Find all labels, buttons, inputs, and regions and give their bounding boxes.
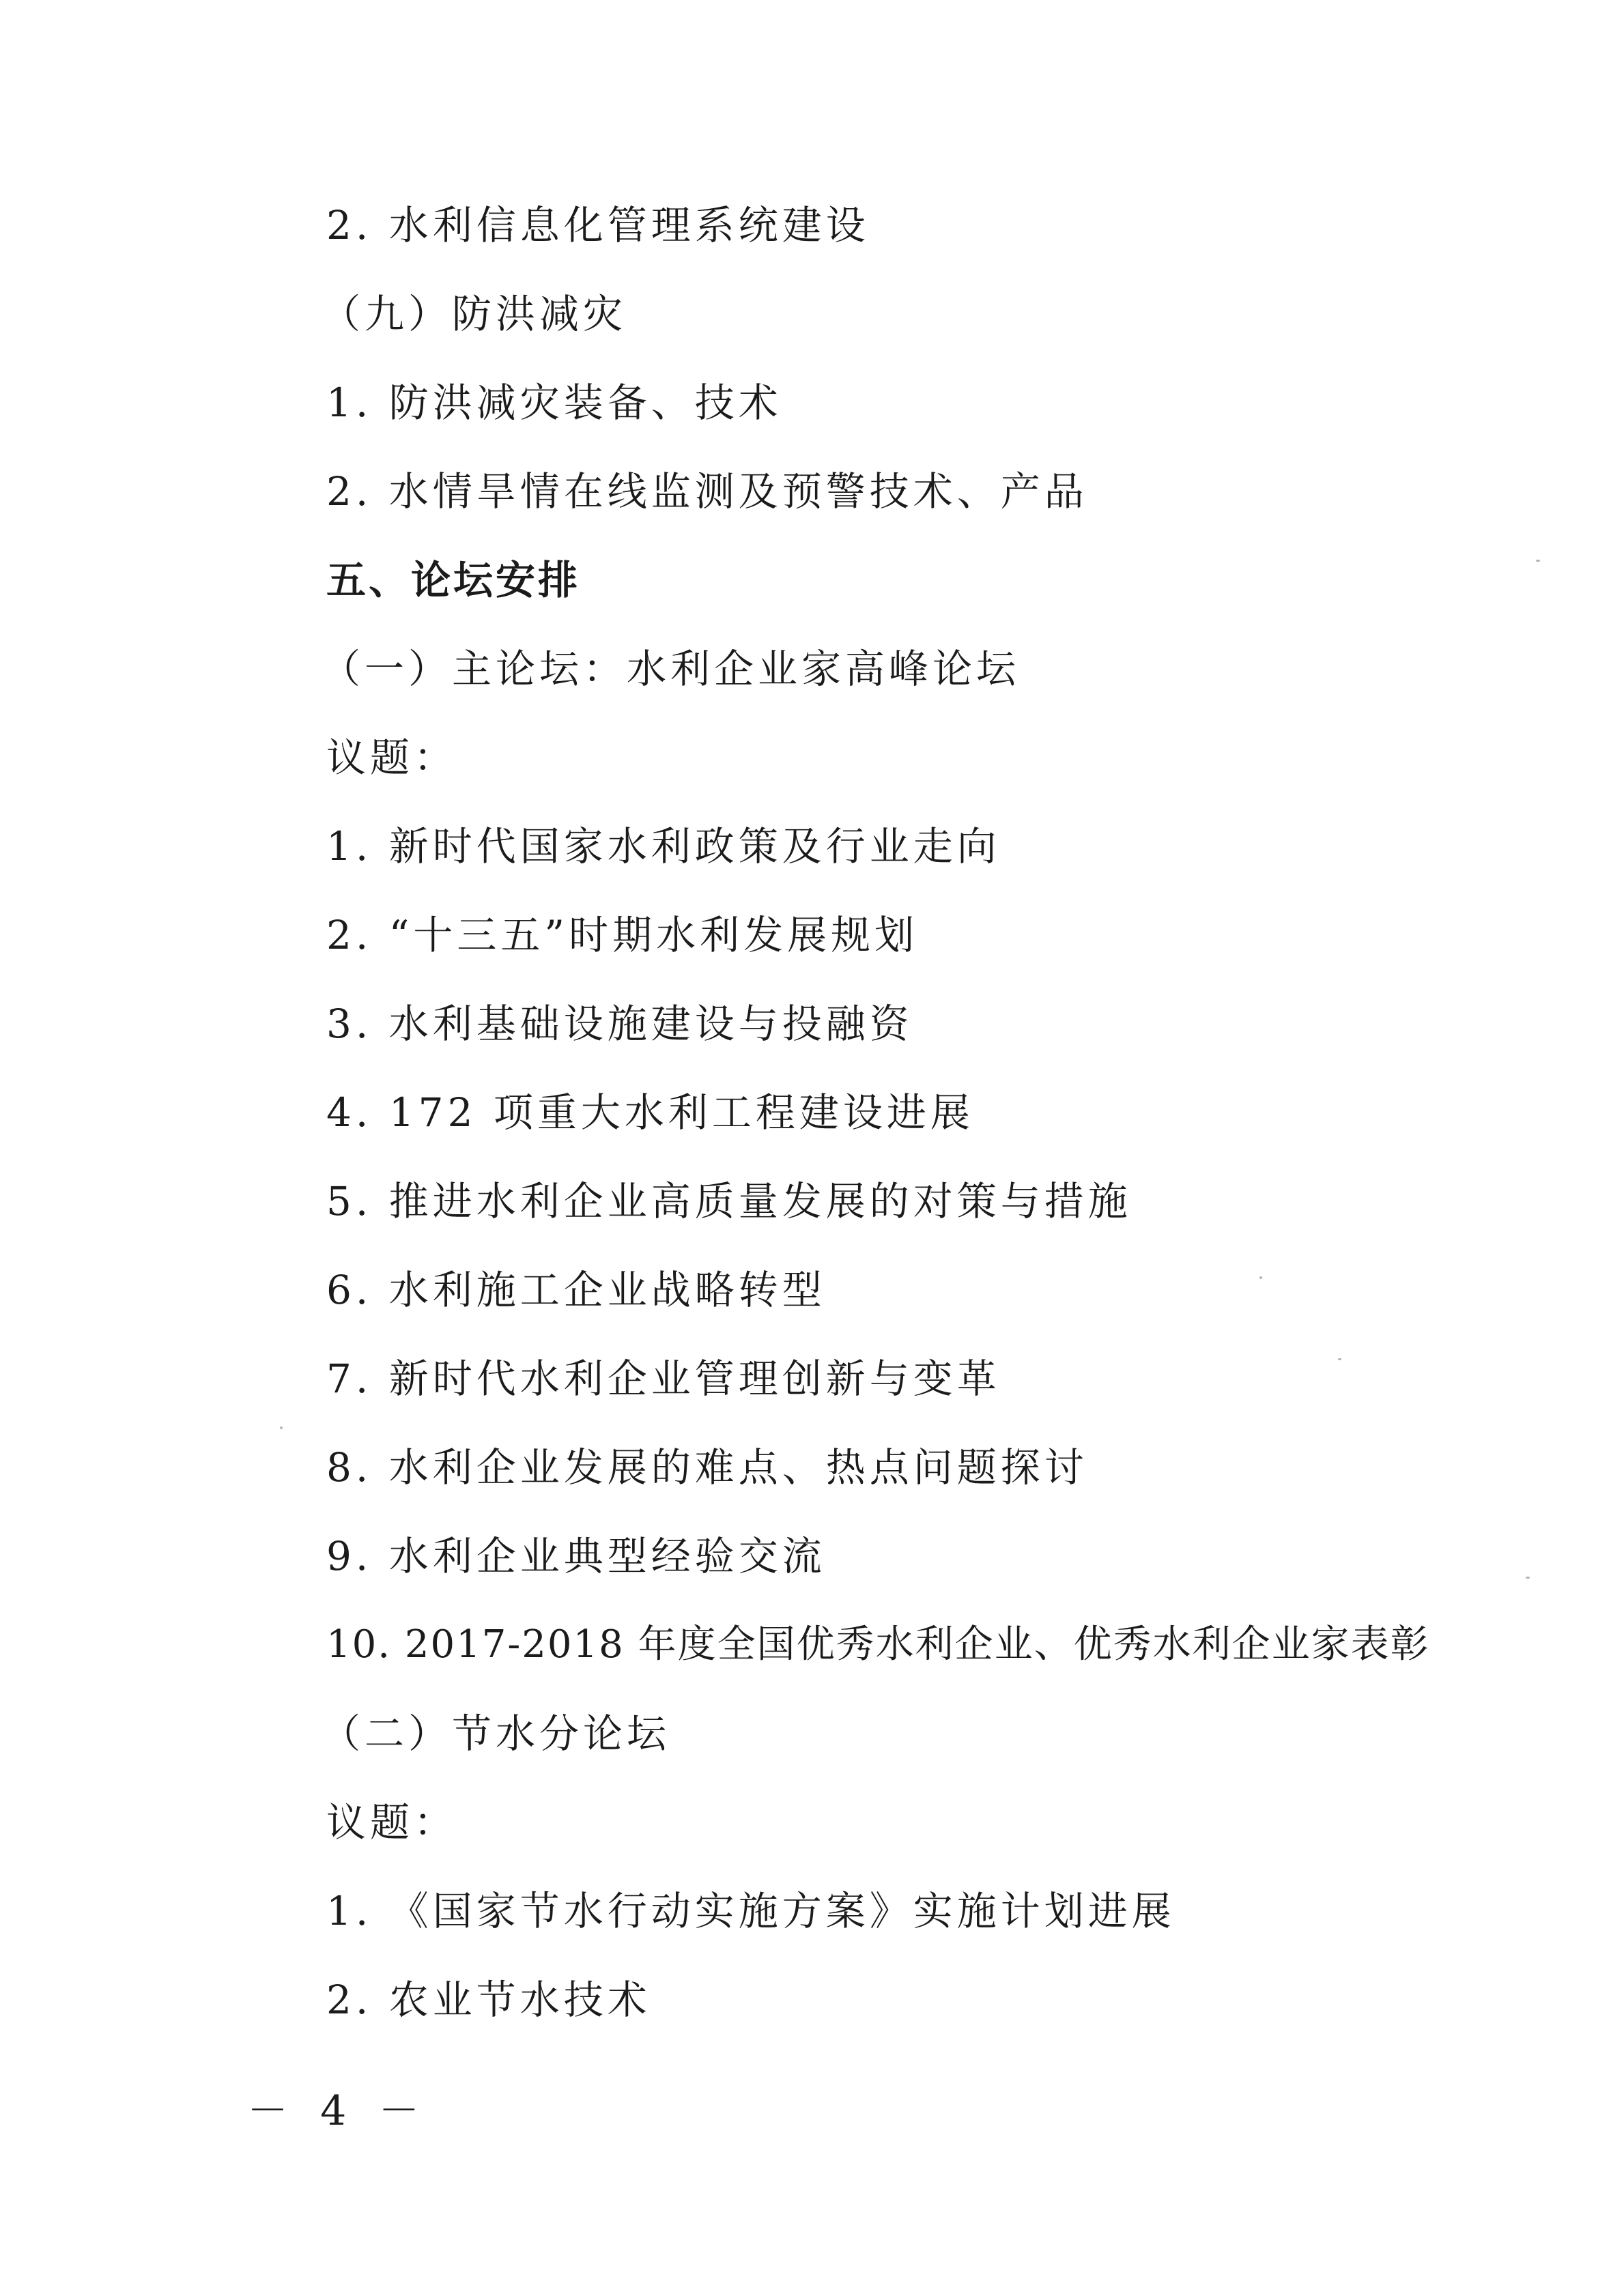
- section-subheading: （九）防洪减灾: [321, 291, 627, 337]
- scan-speck: [1536, 560, 1540, 562]
- topics-label: 议题：: [326, 734, 458, 781]
- topics-label: 议题：: [326, 1799, 458, 1846]
- scan-speck: [1338, 1358, 1341, 1360]
- list-item: 8. 水利企业发展的难点、热点问题探讨: [326, 1444, 1088, 1491]
- list-item: 5. 推进水利企业高质量发展的对策与措施: [326, 1178, 1132, 1224]
- list-item: 10. 2017-2018 年度全国优秀水利企业、优秀水利企业家表彰: [326, 1622, 1430, 1667]
- list-item: 2. 农业节水技术: [326, 1977, 651, 2023]
- list-item: 2. “十三五”时期水利发展规划: [326, 912, 919, 958]
- list-item: 9. 水利企业典型经验交流: [326, 1533, 826, 1579]
- page-number: － 4 －: [247, 2087, 429, 2135]
- scan-speck: [280, 1426, 283, 1429]
- list-item: 2. 水情旱情在线监测及预警技术、产品: [326, 468, 1088, 515]
- section-subheading: （一）主论坛：水利企业家高峰论坛: [321, 646, 1021, 692]
- list-item: 4. 172 项重大水利工程建设进展: [326, 1089, 974, 1136]
- list-item: 1. 新时代国家水利政策及行业走向: [326, 823, 1001, 870]
- list-item: 2. 水利信息化管理系统建设: [326, 202, 870, 248]
- list-item: 7. 新时代水利企业管理创新与变革: [326, 1355, 1001, 1402]
- scan-speck: [1259, 1276, 1262, 1279]
- scan-speck: [1526, 1577, 1530, 1579]
- list-item: 3. 水利基础设施建设与投融资: [326, 1001, 913, 1047]
- section-subheading: （二）节水分论坛: [321, 1710, 671, 1757]
- list-item: 1. 《国家节水行动实施方案》实施计划进展: [326, 1888, 1176, 1934]
- list-item: 6. 水利施工企业战略转型: [326, 1267, 826, 1313]
- list-item: 1. 防洪减灾装备、技术: [326, 379, 782, 426]
- section-heading: 五、论坛安排: [326, 557, 581, 603]
